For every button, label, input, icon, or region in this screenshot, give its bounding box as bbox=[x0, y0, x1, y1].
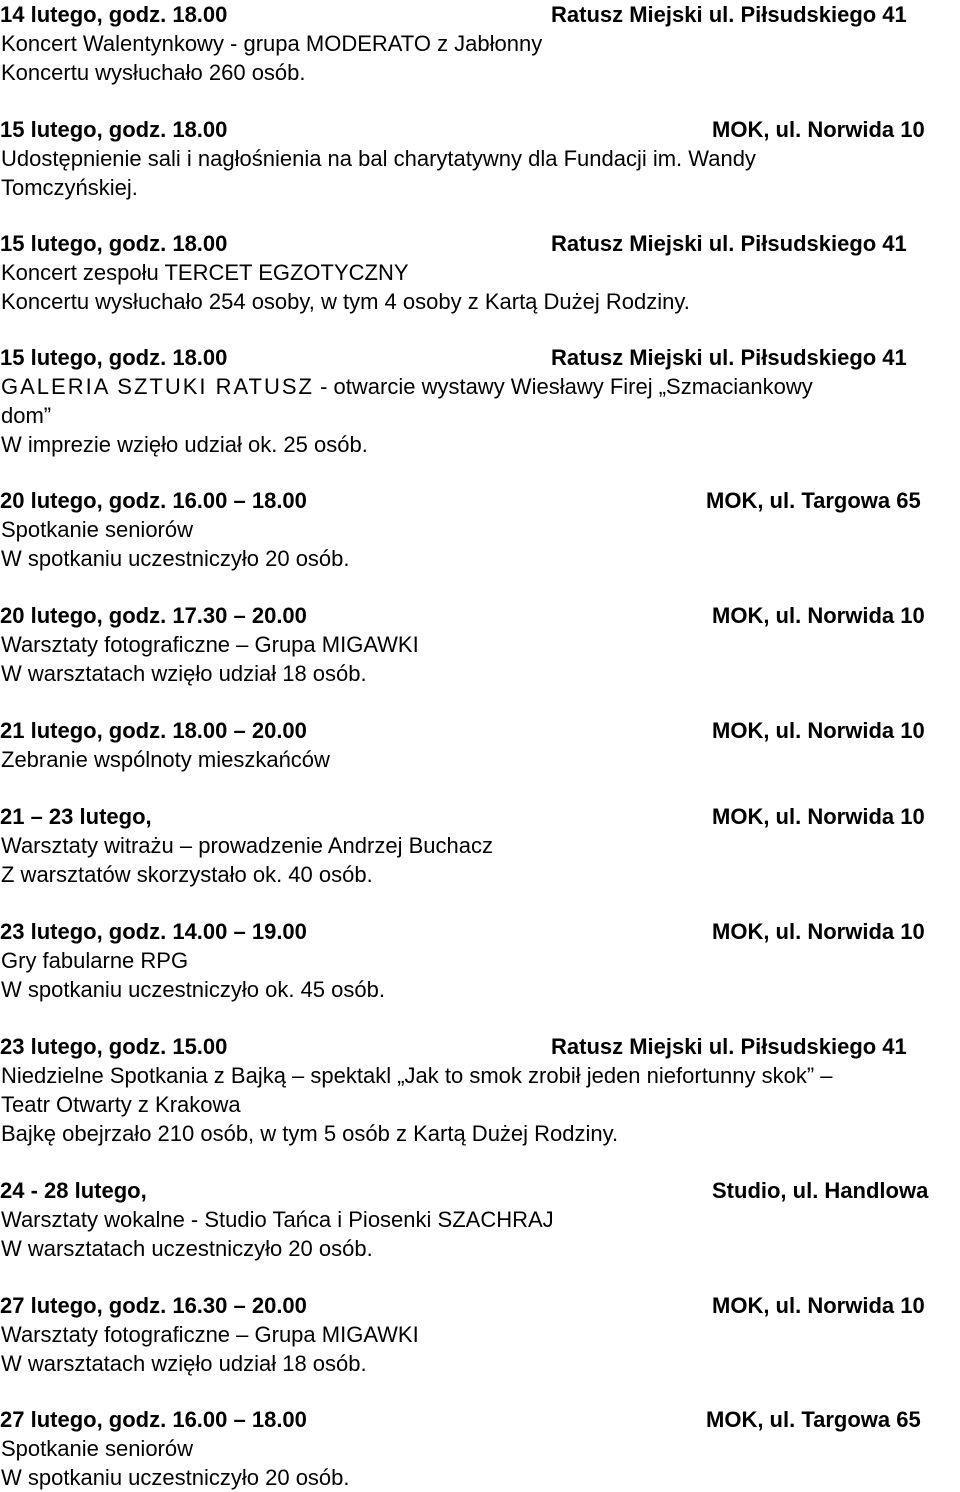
event-header bbox=[0, 1291, 960, 1320]
event-date: 23 lutego, godz. 14.00 – 19.00 bbox=[0, 919, 307, 944]
event-header bbox=[0, 1405, 960, 1434]
event-description: Tomczyńskiej. bbox=[1, 175, 138, 200]
event-date: 27 lutego, godz. 16.00 – 18.00 bbox=[0, 1407, 307, 1432]
event-header bbox=[0, 0, 960, 29]
event-description: Warsztaty witrażu – prowadzenie Andrzej Buchacz bbox=[1, 833, 493, 858]
event-date: 20 lutego, godz. 17.30 – 20.00 bbox=[0, 603, 307, 628]
event-description: Koncert Walentynkowy - grupa MODERATO z Jabłonny bbox=[1, 31, 543, 56]
event-location: Ratusz Miejski ul. Piłsudskiego 41 bbox=[551, 345, 907, 370]
event-description: Udostępnienie sali i nagłośnienia na bal charytatywny dla Fundacji im. Wandy bbox=[1, 146, 756, 171]
event-entry bbox=[0, 115, 960, 202]
event-description: Koncert zespołu TERCET EGZOTYCZNY bbox=[1, 260, 409, 285]
event-location: Ratusz Miejski ul. Piłsudskiego 41 bbox=[551, 1034, 907, 1059]
event-entry bbox=[0, 229, 960, 316]
event-description: Gry fabularne RPG bbox=[1, 948, 189, 973]
event-header bbox=[0, 601, 960, 630]
event-location: MOK, ul. Targowa 65 bbox=[706, 1407, 921, 1432]
event-description: Teatr Otwarty z Krakowa bbox=[1, 1092, 241, 1117]
event-header bbox=[0, 1176, 960, 1205]
event-location: MOK, ul. Norwida 10 bbox=[712, 919, 925, 944]
event-date: 15 lutego, godz. 18.00 bbox=[0, 231, 228, 256]
event-entry bbox=[0, 1032, 960, 1148]
gallery-name: GALERIA SZTUKI RATUSZ bbox=[1, 374, 314, 399]
event-entry bbox=[0, 917, 960, 1004]
event-attendance: W warsztatach uczestniczyło 20 osób. bbox=[1, 1236, 373, 1261]
event-attendance: Koncertu wysłuchało 254 osoby, w tym 4 osoby z Kartą Dużej Rodziny. bbox=[1, 289, 690, 314]
event-date: 15 lutego, godz. 18.00 bbox=[0, 117, 228, 142]
event-location: MOK, ul. Norwida 10 bbox=[712, 117, 925, 142]
event-entry bbox=[0, 486, 960, 573]
event-date: 14 lutego, godz. 18.00 bbox=[0, 2, 228, 27]
event-entry bbox=[0, 343, 960, 459]
event-attendance: W warsztatach wzięło udział 18 osób. bbox=[1, 661, 367, 686]
event-attendance: W warsztatach wzięło udział 18 osób. bbox=[1, 1351, 367, 1376]
event-location: MOK, ul. Norwida 10 bbox=[712, 603, 925, 628]
event-header bbox=[0, 343, 960, 372]
event-attendance: W imprezie wzięło udział ok. 25 osób. bbox=[1, 432, 368, 457]
event-date: 24 - 28 lutego, bbox=[0, 1178, 147, 1203]
event-date: 21 – 23 lutego, bbox=[0, 804, 152, 829]
event-date: 20 lutego, godz. 16.00 – 18.00 bbox=[0, 488, 307, 513]
event-date: 15 lutego, godz. 18.00 bbox=[0, 345, 228, 370]
event-location: MOK, ul. Norwida 10 bbox=[712, 1293, 925, 1318]
event-description bbox=[0, 372, 960, 401]
event-description: Warsztaty fotograficzne – Grupa MIGAWKI bbox=[1, 632, 419, 657]
event-header bbox=[0, 802, 960, 831]
event-attendance: W spotkaniu uczestniczyło 20 osób. bbox=[1, 546, 350, 571]
event-entry bbox=[0, 0, 960, 87]
event-description: Niedzielne Spotkania z Bajką – spektakl „Jak to smok zrobił jeden niefortunny skok” – bbox=[1, 1063, 833, 1088]
event-entry bbox=[0, 1405, 960, 1492]
event-header bbox=[0, 486, 960, 515]
event-entry bbox=[0, 601, 960, 688]
event-description: Spotkanie seniorów bbox=[1, 517, 194, 542]
event-description: dom” bbox=[1, 403, 52, 428]
event-header bbox=[0, 716, 960, 745]
event-description: Spotkanie seniorów bbox=[1, 1436, 194, 1461]
event-attendance: W spotkaniu uczestniczyło 20 osób. bbox=[1, 1465, 350, 1490]
event-entry bbox=[0, 716, 960, 774]
event-date: 27 lutego, godz. 16.30 – 20.00 bbox=[0, 1293, 307, 1318]
event-entry bbox=[0, 1176, 960, 1263]
event-header bbox=[0, 115, 960, 144]
event-description: Warsztaty wokalne - Studio Tańca i Piosenki SZACHRAJ bbox=[1, 1207, 554, 1232]
event-date: 21 lutego, godz. 18.00 – 20.00 bbox=[0, 718, 307, 743]
event-attendance: Bajkę obejrzało 210 osób, w tym 5 osób z Kartą Dużej Rodziny. bbox=[1, 1121, 619, 1146]
event-location: Studio, ul. Handlowa bbox=[712, 1178, 929, 1203]
event-location: MOK, ul. Norwida 10 bbox=[712, 718, 925, 743]
event-attendance: W spotkaniu uczestniczyło ok. 45 osób. bbox=[1, 977, 385, 1002]
event-attendance: Koncertu wysłuchało 260 osób. bbox=[1, 60, 306, 85]
event-entry bbox=[0, 1291, 960, 1378]
event-header bbox=[0, 1032, 960, 1061]
event-entry bbox=[0, 802, 960, 889]
event-location: Ratusz Miejski ul. Piłsudskiego 41 bbox=[551, 2, 907, 27]
event-header bbox=[0, 229, 960, 258]
event-description: Warsztaty fotograficzne – Grupa MIGAWKI bbox=[1, 1322, 419, 1347]
event-attendance: Z warsztatów skorzystało ok. 40 osób. bbox=[1, 862, 373, 887]
event-location: Ratusz Miejski ul. Piłsudskiego 41 bbox=[551, 231, 907, 256]
event-description-text: - otwarcie wystawy Wiesławy Firej „Szmaciankowy bbox=[313, 374, 813, 399]
event-header bbox=[0, 917, 960, 946]
event-location: MOK, ul. Targowa 65 bbox=[706, 488, 921, 513]
event-description: Zebranie wspólnoty mieszkańców bbox=[1, 747, 330, 772]
event-date: 23 lutego, godz. 15.00 bbox=[0, 1034, 228, 1059]
event-location: MOK, ul. Norwida 10 bbox=[712, 804, 925, 829]
